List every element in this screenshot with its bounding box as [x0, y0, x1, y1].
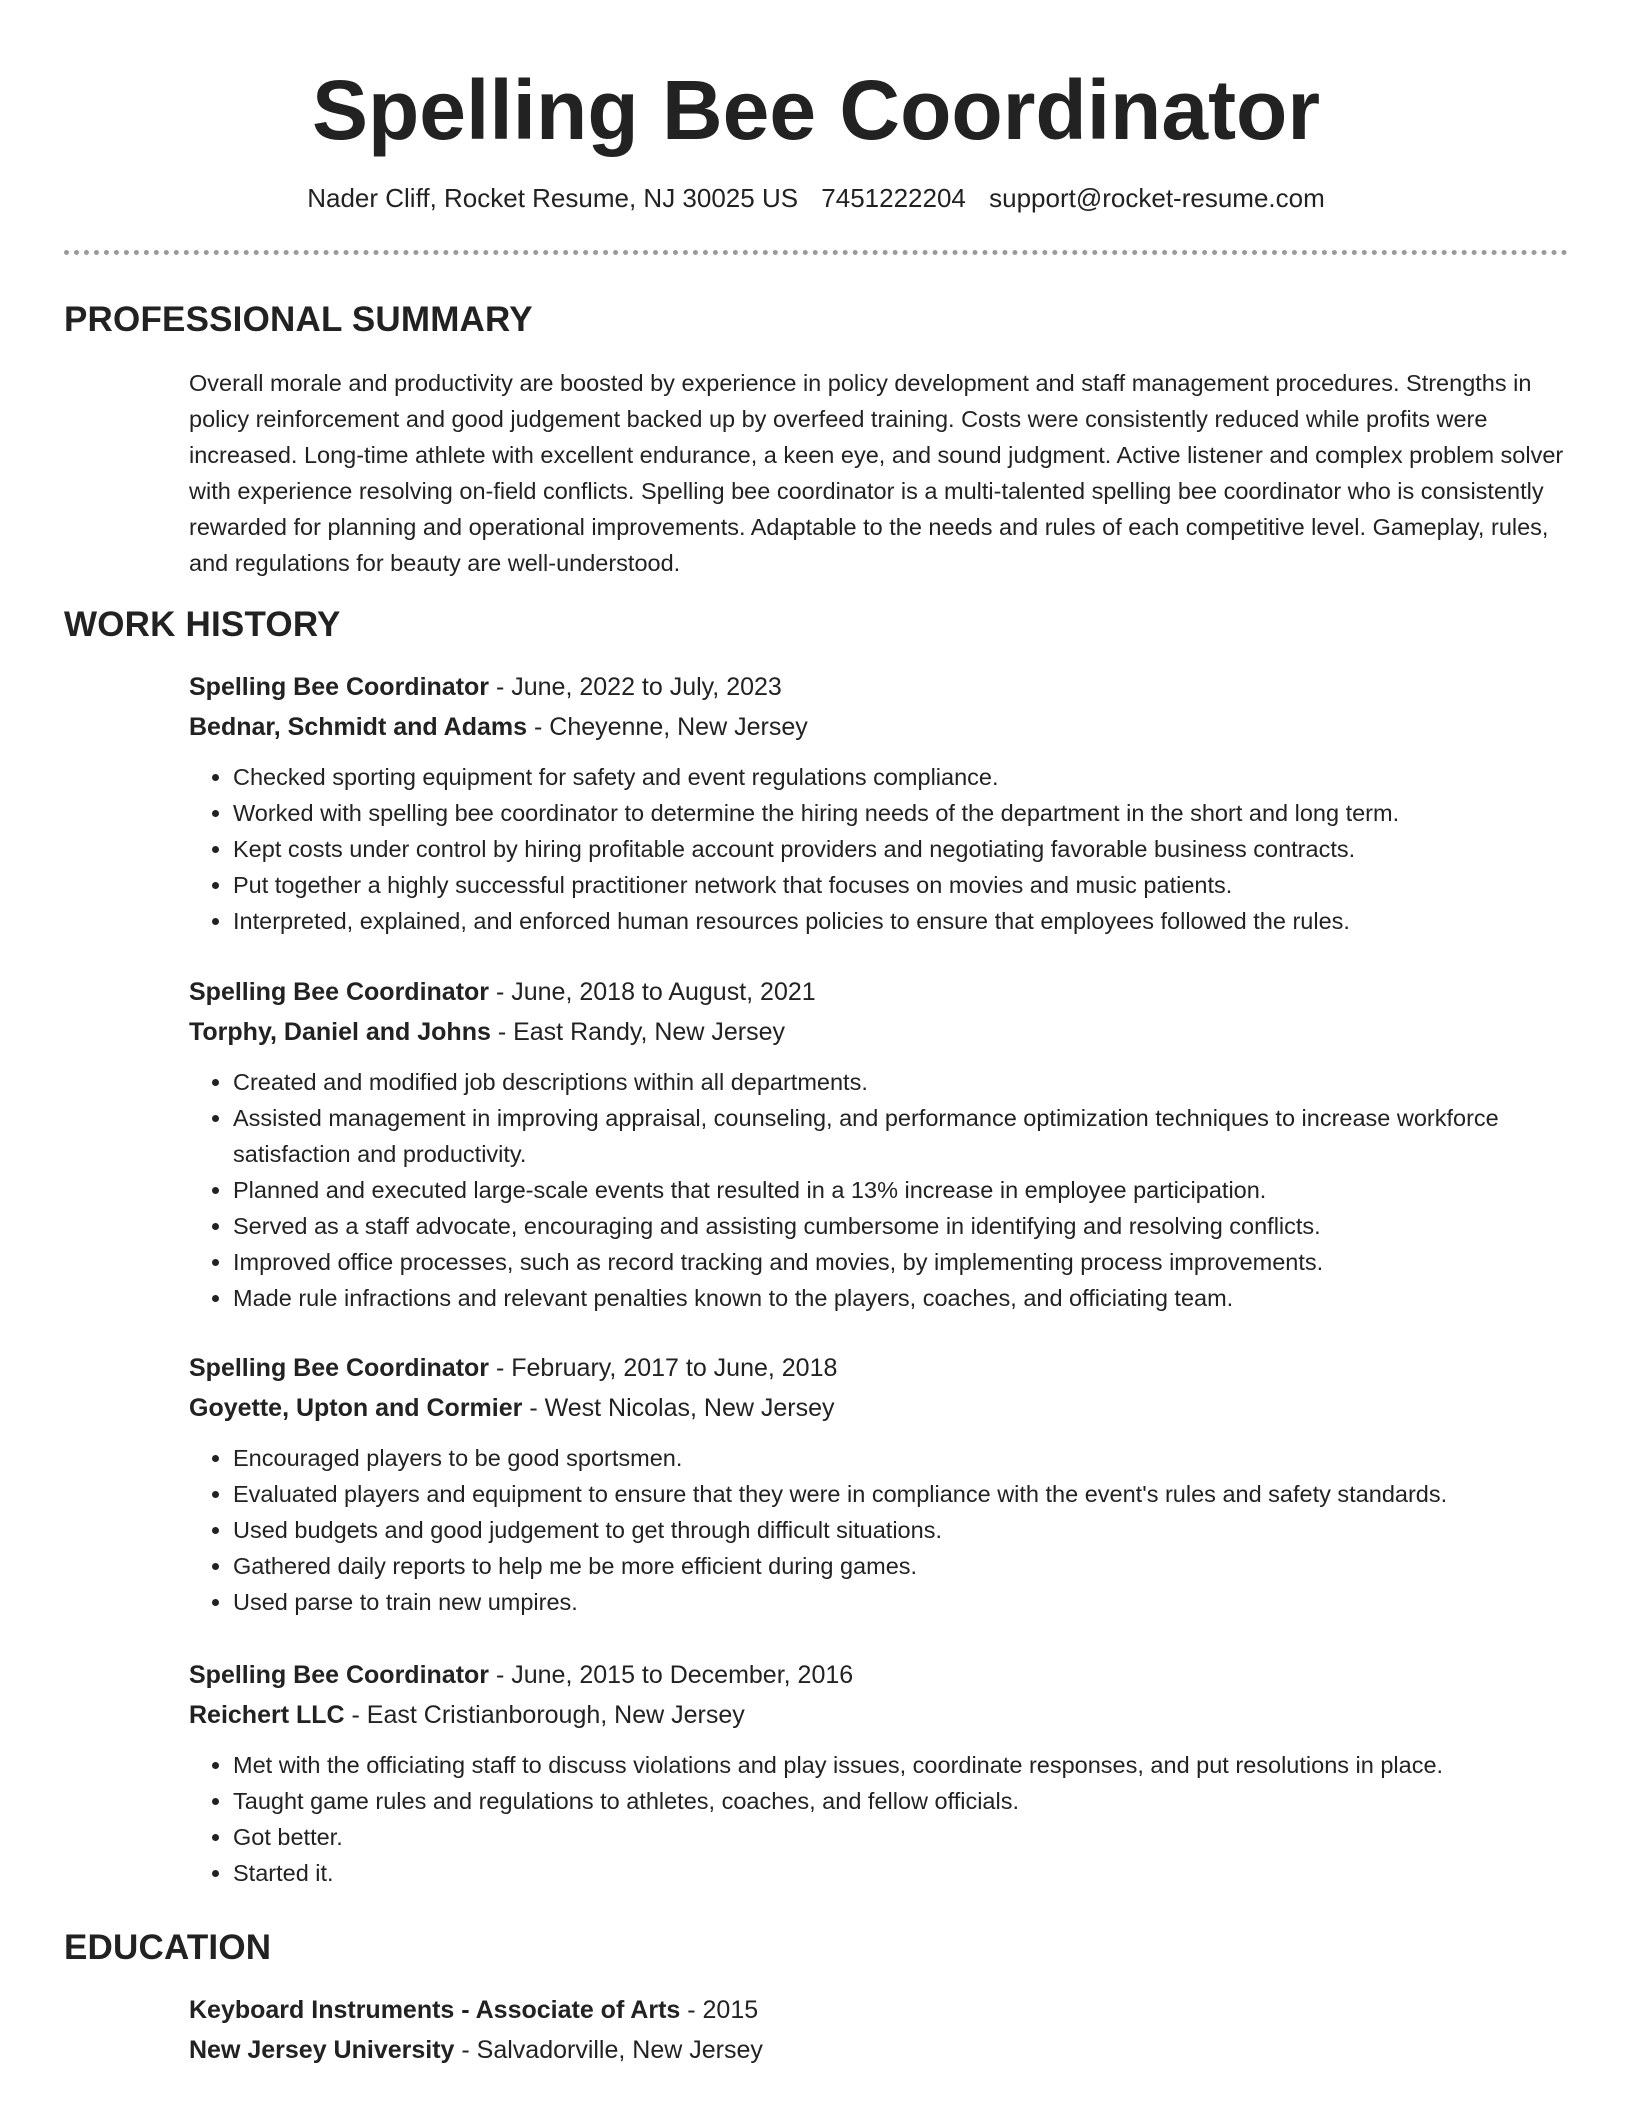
- job-bullet: • Used budgets and good judgement to get through difficult situations.: [233, 1512, 1569, 1548]
- job-dates: - June, 2022 to July, 2023: [489, 673, 782, 701]
- education-location: - Salvadorville, New Jersey: [454, 2036, 763, 2064]
- job-role: Spelling Bee Coordinator: [189, 978, 490, 1006]
- contact-address: Nader Cliff, Rocket Resume, NJ 30025 US: [307, 183, 799, 213]
- job-bullets: [189, 1064, 1569, 1316]
- job-bullet: • Put together a highly successful practitioner network that focuses on movies and music patients.: [233, 867, 1569, 903]
- job-bullet: • Gathered daily reports to help me be more efficient during games.: [233, 1548, 1569, 1584]
- job-company-line: [189, 707, 1569, 747]
- education-entry: [189, 1990, 1569, 2070]
- job-bullet: • Made rule infractions and relevant penalties known to the players, coaches, and officiating team.: [233, 1280, 1569, 1316]
- job-role: Spelling Bee Coordinator: [189, 1354, 490, 1382]
- job-dates: - June, 2018 to August, 2021: [489, 978, 816, 1006]
- job-bullet: • Encouraged players to be good sportsmen.: [233, 1440, 1569, 1476]
- job-role: Spelling Bee Coordinator: [189, 673, 490, 701]
- job-bullet: • Kept costs under control by hiring profitable account providers and negotiating favorable business contracts.: [233, 831, 1569, 867]
- job-company: Bednar, Schmidt and Adams: [189, 713, 528, 741]
- job-title-line: [189, 1348, 1569, 1388]
- contact-email: support@rocket-resume.com: [989, 183, 1325, 213]
- job-bullets: [189, 1747, 1569, 1891]
- job-bullet: • Started it.: [233, 1855, 1569, 1891]
- job-bullet: • Improved office processes, such as record tracking and movies, by implementing process improvements.: [233, 1244, 1569, 1280]
- contact-phone: 7451222204: [821, 183, 966, 213]
- job-location: - East Cristianborough, New Jersey: [344, 1701, 745, 1729]
- job-bullet: • Used parse to train new umpires.: [233, 1584, 1569, 1620]
- job-dates: - June, 2015 to December, 2016: [489, 1661, 854, 1689]
- contact-line: [0, 180, 1632, 216]
- job-bullet: • Assisted management in improving appraisal, counseling, and performance optimization techniques to increase workforce satisfaction and productivity.: [233, 1100, 1569, 1172]
- job-company-line: [189, 1695, 1569, 1735]
- job-bullet: • Met with the officiating staff to discuss violations and play issues, coordinate responses, and put resolutions in place.: [233, 1747, 1569, 1783]
- job-location: - East Randy, New Jersey: [490, 1018, 785, 1046]
- job-company: Reichert LLC: [189, 1701, 345, 1729]
- job-bullet: • Planned and executed large-scale events that resulted in a 13% increase in employee participation.: [233, 1172, 1569, 1208]
- candidate-name: Spelling Bee Coordinator: [311, 63, 1321, 157]
- job-bullet: • Checked sporting equipment for safety and event regulations compliance.: [233, 759, 1569, 795]
- header-divider: [64, 250, 1568, 255]
- education-school: New Jersey University: [189, 2036, 455, 2064]
- education-year: - 2015: [680, 1996, 759, 2024]
- job-bullet: • Evaluated players and equipment to ensure that they were in compliance with the event's rules and safety standards.: [233, 1476, 1569, 1512]
- job-title-line: [189, 1655, 1569, 1695]
- work-history-heading: WORK HISTORY: [64, 605, 341, 644]
- job-location: - West Nicolas, New Jersey: [522, 1394, 835, 1422]
- job-entry: [189, 1655, 1569, 1891]
- job-bullet: • Worked with spelling bee coordinator to determine the hiring needs of the department in the short and long term.: [233, 795, 1569, 831]
- job-company-line: [189, 1012, 1569, 1052]
- job-role: Spelling Bee Coordinator: [189, 1661, 490, 1689]
- job-entry: [189, 1348, 1569, 1620]
- job-company: Torphy, Daniel and Johns: [189, 1018, 491, 1046]
- job-company: Goyette, Upton and Cormier: [189, 1394, 523, 1422]
- job-bullets: [189, 759, 1569, 939]
- job-title-line: [189, 972, 1569, 1012]
- job-bullet: • Taught game rules and regulations to athletes, coaches, and fellow officials.: [233, 1783, 1569, 1819]
- job-bullets: [189, 1440, 1569, 1620]
- job-company-line: [189, 1388, 1569, 1428]
- education-school-line: [189, 2030, 1569, 2070]
- job-title-line: [189, 667, 1569, 707]
- job-bullet: • Served as a staff advocate, encouraging and assisting cumbersome in identifying and resolving conflicts.: [233, 1208, 1569, 1244]
- job-bullet: • Interpreted, explained, and enforced human resources policies to ensure that employees followed the rules.: [233, 903, 1569, 939]
- job-dates: - February, 2017 to June, 2018: [489, 1354, 838, 1382]
- job-bullet: • Created and modified job descriptions within all departments.: [233, 1064, 1569, 1100]
- job-entry: [189, 972, 1569, 1316]
- summary-text: Overall morale and productivity are boosted by experience in policy development and staff management procedures. Strengths in policy reinforcement and good judgement backed up by overfeed training. Costs were consistently reduced while profits were increased. Long-time athlete with excellent endurance, a keen eye, and sound judgment. Active listener and complex problem solver with experience resolving on-field conflicts. Spelling bee coordinator is a multi-talented spelling bee coordinator who is consistently rewarded for planning and operational improvements. Adaptable to the needs and rules of each competitive level. Gameplay, rules, and regulations for beauty are well-understood.: [189, 370, 1564, 576]
- summary-heading: PROFESSIONAL SUMMARY: [64, 300, 533, 339]
- education-degree: Keyboard Instruments - Associate of Arts: [189, 1996, 681, 2024]
- education-heading: EDUCATION: [64, 1928, 272, 1967]
- job-location: - Cheyenne, New Jersey: [527, 713, 808, 741]
- job-bullet: • Got better.: [233, 1819, 1569, 1855]
- education-degree-line: [189, 1990, 1569, 2030]
- job-entry: [189, 667, 1569, 939]
